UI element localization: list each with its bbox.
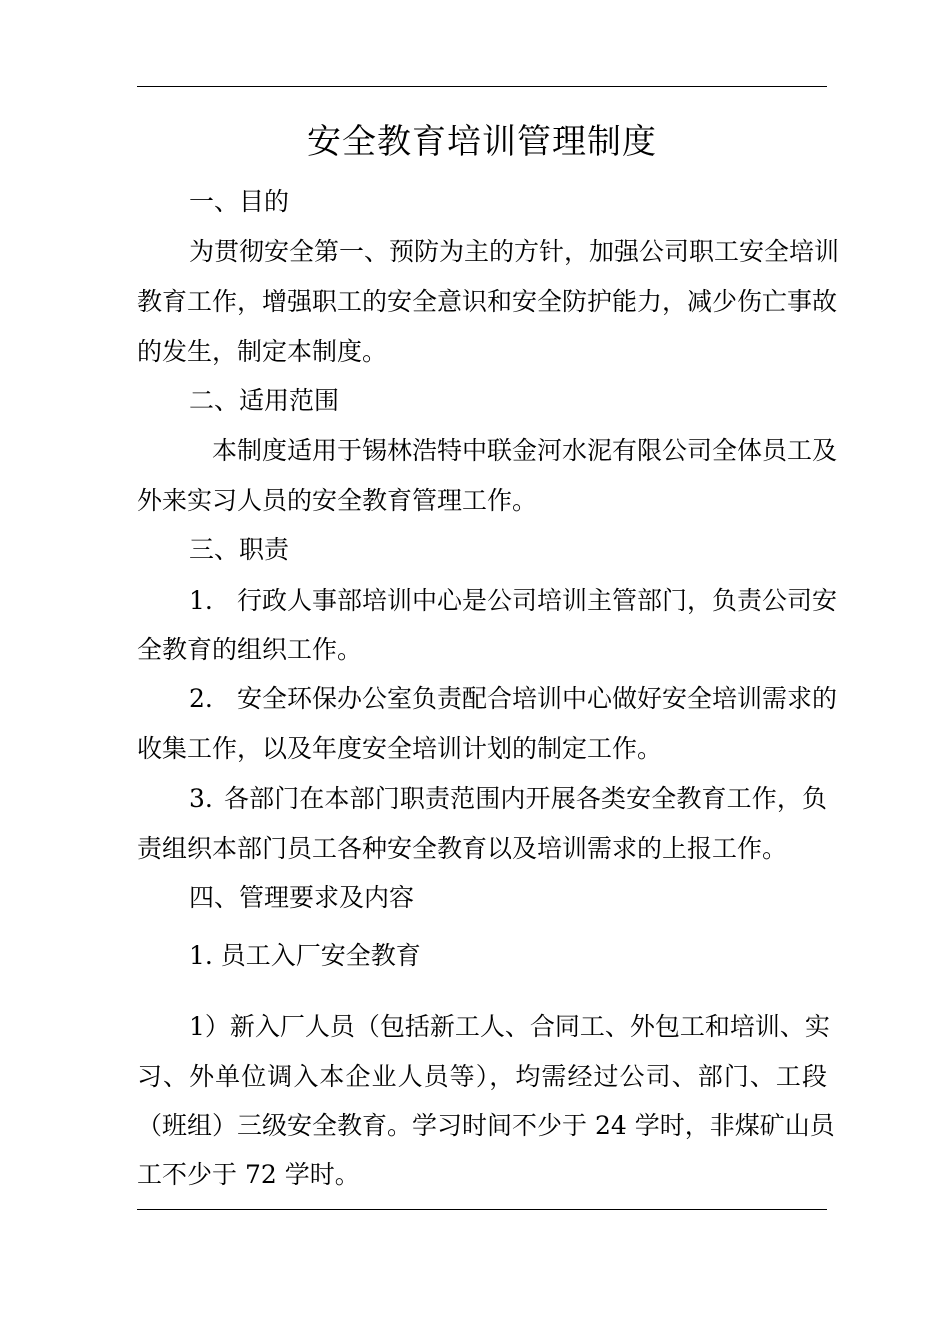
paragraph-line: （班组）三级安全教育。学习时间不少于 24 学时，非煤矿山员 bbox=[137, 1111, 835, 1140]
footer-rule bbox=[137, 1209, 827, 1210]
list-item-line: 责组织本部门员工各种安全教育以及培训需求的上报工作。 bbox=[137, 834, 788, 863]
paragraph-line: 工不少于 72 学时。 bbox=[137, 1160, 360, 1189]
list-item-line: 各部门在本部门职责范围内开展各类安全教育工作，负 bbox=[224, 784, 827, 813]
paragraph-line: 教育工作，增强职工的安全意识和安全防护能力，减少伤亡事故 bbox=[137, 287, 838, 316]
section-heading-requirements: 四、管理要求及内容 bbox=[189, 883, 415, 912]
document-title: 安全教育培训管理制度 bbox=[307, 122, 657, 162]
header-rule bbox=[137, 86, 827, 87]
list-item-line: 收集工作，以及年度安全培训计划的制定工作。 bbox=[137, 734, 663, 763]
list-item-line: 全教育的组织工作。 bbox=[137, 635, 363, 664]
paragraph-line: 为贯彻安全第一、预防为主的方针，加强公司职工安全培训 bbox=[189, 237, 840, 266]
list-number: 3. bbox=[189, 784, 213, 813]
section-heading-scope: 二、适用范围 bbox=[189, 386, 340, 415]
paragraph-line: 1）新入厂人员（包括新工人、合同工、外包工和培训、实 bbox=[189, 1012, 830, 1041]
list-item-line: 安全环保办公室负责配合培训中心做好安全培训需求的 bbox=[237, 684, 838, 713]
paragraph-line: 本制度适用于锡林浩特中联金河水泥有限公司全体员工及 bbox=[212, 436, 838, 465]
section-heading-purpose: 一、目的 bbox=[189, 187, 290, 216]
paragraph-line: 外来实习人员的安全教育管理工作。 bbox=[137, 486, 538, 515]
list-number: 2. bbox=[189, 684, 213, 713]
paragraph-line: 习、外单位调入本企业人员等），均需经过公司、部门、工段 bbox=[137, 1062, 827, 1091]
list-item-line: 行政人事部培训中心是公司培训主管部门，负责公司安 bbox=[237, 586, 838, 615]
paragraph-line: 的发生，制定本制度。 bbox=[137, 337, 388, 366]
section-heading-duties: 三、职责 bbox=[189, 535, 290, 564]
subsection-heading: 1. 员工入厂安全教育 bbox=[189, 941, 421, 970]
list-number: 1. bbox=[189, 586, 213, 615]
